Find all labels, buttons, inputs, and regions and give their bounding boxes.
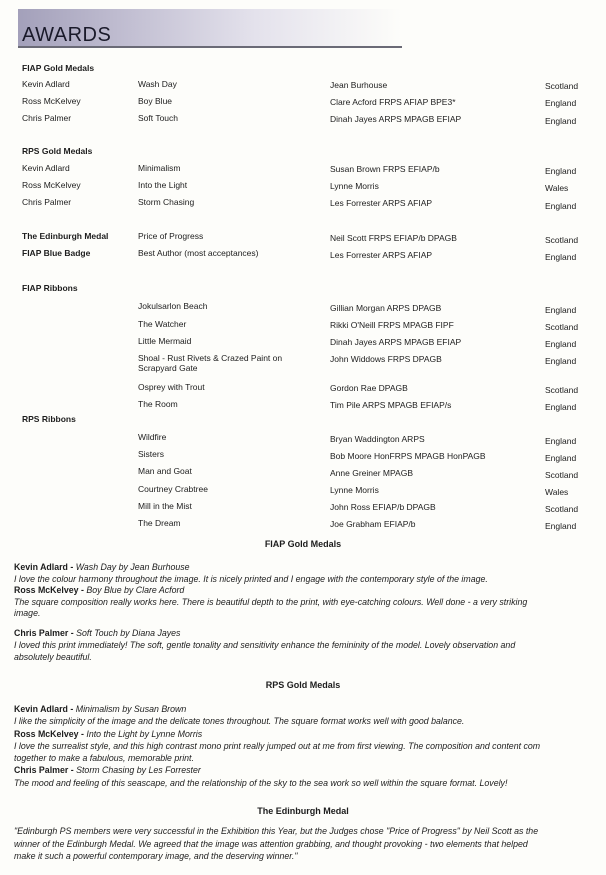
author-name: John Ross EFIAP/b DPAGB xyxy=(330,502,436,512)
image-title: Little Mermaid xyxy=(138,336,192,346)
author-country: Scotland xyxy=(545,470,579,480)
author-name: Jean Burhouse xyxy=(330,80,388,90)
author-country: England xyxy=(545,116,577,126)
author-country: Scotland xyxy=(545,385,579,395)
image-title: Man and Goat xyxy=(138,466,192,476)
work-credit: Into the Light by Lynne Morris xyxy=(86,729,203,739)
author-country: Wales xyxy=(545,183,569,193)
author-name: John Widdows FRPS DPAGB xyxy=(330,354,442,364)
image-title: Wash Day xyxy=(138,79,177,89)
comment-attribution: Chris Palmer - Soft Touch by Diana Jayes xyxy=(14,628,181,638)
image-title: Best Author (most acceptances) xyxy=(138,248,259,258)
comment-text: together to make a fabulous, memorable print. xyxy=(14,753,194,763)
comment-text: image. xyxy=(14,608,41,618)
section-heading: RPS Gold Medals xyxy=(22,146,93,156)
author-name: Bryan Waddington ARPS xyxy=(330,434,425,444)
comment-text: I loved this print immediately! The soft, gentle tonality and sensitivity enhance the femininity of the model. Lovely observation and xyxy=(14,640,516,650)
author-country: England xyxy=(545,339,577,349)
comment-text: make it such a powerful contemporary image, and the deserving winner." xyxy=(14,851,298,861)
author-name: Tim Pile ARPS MPAGB EFIAP/s xyxy=(330,400,452,410)
image-title: Osprey with Trout xyxy=(138,382,205,392)
author-country: England xyxy=(545,402,577,412)
image-title: Soft Touch xyxy=(138,113,179,123)
comment-text: winner of the Edinburgh Medal. We agreed that the image was attention grabbing, and thought provoking - two elements that helped xyxy=(14,839,528,849)
author-name: Lynne Morris xyxy=(330,485,379,495)
judge-name: Chris Palmer xyxy=(14,765,69,775)
image-title: Courtney Crabtree xyxy=(138,484,208,494)
author-name: Les Forrester ARPS AFIAP xyxy=(330,198,433,208)
judge-name: Kevin Adlard xyxy=(14,704,68,714)
comment-text: I love the surrealist style, and this high contrast mono print really jumped out at me from first viewing. The composition and content com xyxy=(14,741,541,751)
image-title: Price of Progress xyxy=(138,231,204,241)
author-name: Clare Acford FRPS AFIAP BPE3* xyxy=(330,97,456,107)
image-title: Sisters xyxy=(138,449,164,459)
author-name: Lynne Morris xyxy=(330,181,379,191)
award-name: FIAP Blue Badge xyxy=(22,248,91,258)
work-credit: Wash Day by Jean Burhouse xyxy=(75,562,190,572)
image-title: Mill in the Mist xyxy=(138,501,192,511)
author-name: Dinah Jayes ARPS MPAGB EFIAP xyxy=(330,114,462,124)
author-country: England xyxy=(545,98,577,108)
judge-name: Chris Palmer xyxy=(22,113,72,123)
author-name: Rikki O'Neill FRPS MPAGB FIPF xyxy=(330,320,454,330)
image-title: Wildfire xyxy=(138,432,167,442)
work-credit: Boy Blue by Clare Acford xyxy=(86,585,185,595)
comment-text: absolutely beautiful. xyxy=(14,652,92,662)
image-title: Minimalism xyxy=(138,163,181,173)
author-country: England xyxy=(545,166,577,176)
judge-name: Ross McKelvey xyxy=(14,585,79,595)
comment-text: I like the simplicity of the image and the delicate tones throughout. The square format works well with good balance. xyxy=(14,716,465,726)
comment-attribution: Ross McKelvey - Into the Light by Lynne Morris xyxy=(14,729,203,739)
author-country: Scotland xyxy=(545,235,579,245)
section-heading: FIAP Gold Medals xyxy=(22,63,95,73)
author-name: Susan Brown FRPS EFIAP/b xyxy=(330,164,440,174)
judge-name: Ross McKelvey xyxy=(14,729,79,739)
image-title: Storm Chasing xyxy=(138,197,195,207)
work-credit: Soft Touch by Diana Jayes xyxy=(76,628,181,638)
comment-attribution: Kevin Adlard - Wash Day by Jean Burhouse xyxy=(14,562,190,572)
author-name: Gillian Morgan ARPS DPAGB xyxy=(330,303,442,313)
judge-name: Ross McKelvey xyxy=(22,96,81,106)
image-title: Boy Blue xyxy=(138,96,173,106)
author-country: England xyxy=(545,453,577,463)
comment-attribution: Kevin Adlard - Minimalism by Susan Brown xyxy=(14,704,187,714)
image-title: Jokulsarlon Beach xyxy=(138,301,208,311)
comment-text: The square composition really works here. There is beautiful depth to the print, with eye-catching colours. Well done - a very striking xyxy=(14,597,528,607)
image-title: The Dream xyxy=(138,518,181,528)
section-heading: FIAP Ribbons xyxy=(22,283,78,293)
comment-text: I love the colour harmony throughout the image. It is nicely printed and I engage with the contemporary style of the image. xyxy=(14,574,488,584)
author-name: Gordon Rae DPAGB xyxy=(330,383,408,393)
judge-name: Kevin Adlard xyxy=(22,163,70,173)
comments-heading: FIAP Gold Medals xyxy=(264,539,342,549)
judge-name: Kevin Adlard xyxy=(14,562,68,572)
image-title: The Room xyxy=(138,399,178,409)
work-credit: Storm Chasing by Les Forrester xyxy=(76,765,201,775)
comment-attribution: Chris Palmer - Storm Chasing by Les Forrester xyxy=(14,765,201,775)
image-title: Into the Light xyxy=(138,180,188,190)
author-country: England xyxy=(545,356,577,366)
author-country: Wales xyxy=(545,487,569,497)
comment-text: "Edinburgh PS members were very successful in the Exhibition this Year, but the Judges chose "Price of Progress" by Neil Scott as the xyxy=(14,826,539,836)
comments-heading: RPS Gold Medals xyxy=(265,680,341,690)
author-country: Scotland xyxy=(545,81,579,91)
author-country: England xyxy=(545,252,577,262)
page-title: AWARDS xyxy=(22,24,112,46)
comment-text: The mood and feeling of this seascape, and the relationship of the sky to the sea work so well within the square format. Lovely! xyxy=(14,778,508,788)
judge-name: Chris Palmer xyxy=(22,197,72,207)
comments-heading: The Edinburgh Medal xyxy=(257,806,349,816)
judge-name: Kevin Adlard xyxy=(22,79,70,89)
judge-name: Chris Palmer xyxy=(14,628,69,638)
author-country: England xyxy=(545,521,577,531)
comment-attribution: Ross McKelvey - Boy Blue by Clare Acford xyxy=(14,585,185,595)
author-name: Joe Grabham EFIAP/b xyxy=(330,519,416,529)
author-name: Anne Greiner MPAGB xyxy=(330,468,413,478)
author-country: England xyxy=(545,305,577,315)
image-title: The Watcher xyxy=(138,319,187,329)
section-heading: RPS Ribbons xyxy=(22,414,76,424)
work-credit: Minimalism by Susan Brown xyxy=(75,704,187,714)
author-country: Scotland xyxy=(545,322,579,332)
author-name: Neil Scott FRPS EFIAP/b DPAGB xyxy=(330,233,457,243)
author-country: England xyxy=(545,436,577,446)
author-country: Scotland xyxy=(545,504,579,514)
author-name: Dinah Jayes ARPS MPAGB EFIAP xyxy=(330,337,462,347)
author-country: England xyxy=(545,201,577,211)
image-title: Shoal - Rust Rivets & Crazed Paint on Scrapyard Gate xyxy=(138,353,283,373)
author-name: Les Forrester ARPS AFIAP xyxy=(330,250,433,260)
author-name: Bob Moore HonFRPS MPAGB HonPAGB xyxy=(330,451,486,461)
judge-name: Ross McKelvey xyxy=(22,180,81,190)
award-name: The Edinburgh Medal xyxy=(22,231,109,241)
